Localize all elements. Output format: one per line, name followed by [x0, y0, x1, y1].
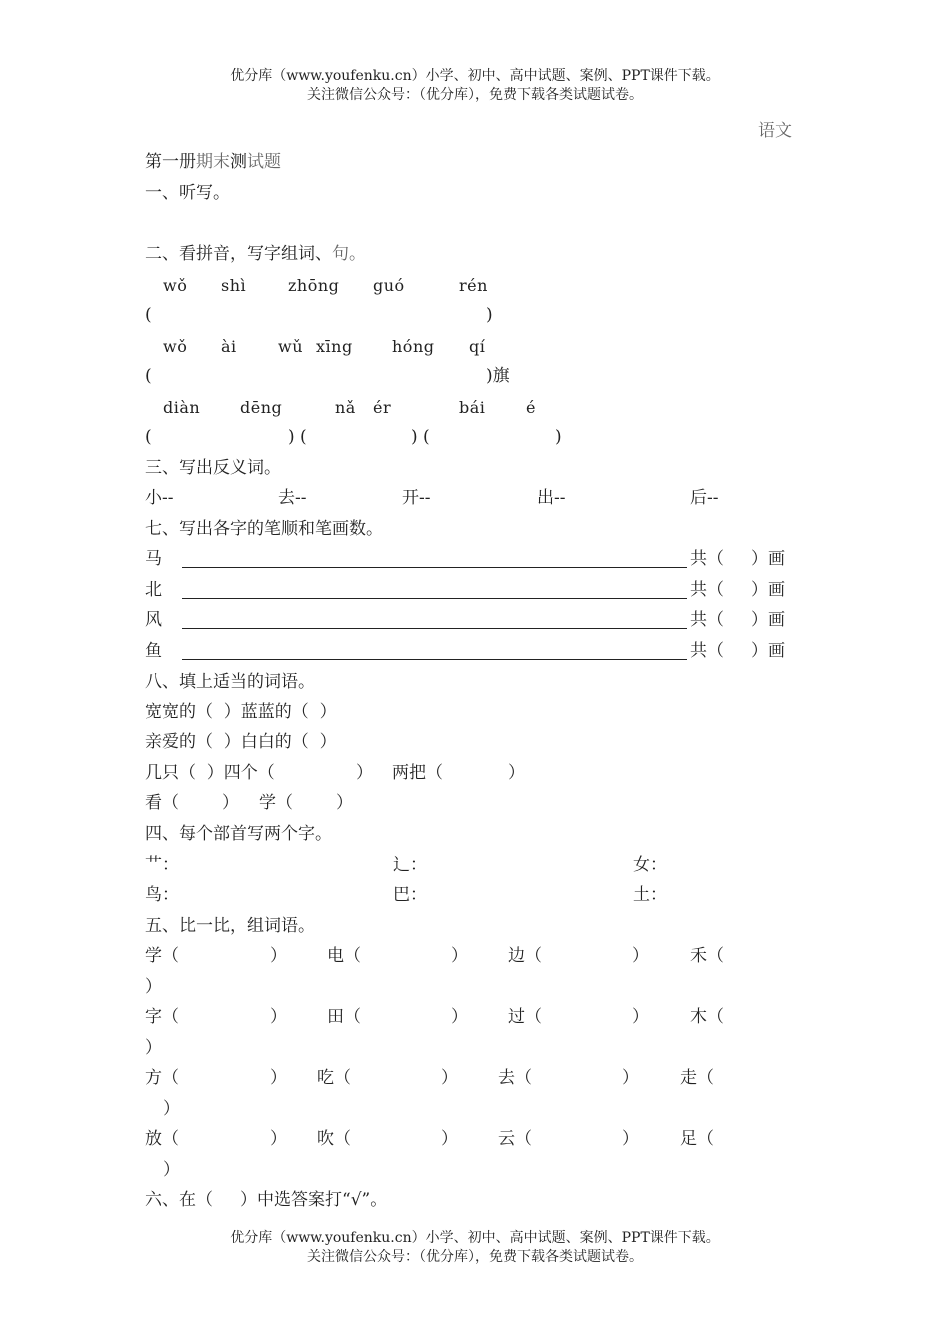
stroke-answer-line: [182, 598, 687, 599]
antonym-item: 后--: [690, 488, 719, 508]
compare-item: 禾（: [690, 946, 724, 966]
compare-item: ）: [270, 1129, 287, 1149]
compare-item: 方（: [145, 1068, 179, 1088]
stroke-char: 马: [145, 549, 162, 569]
answer-paren-open: (: [145, 305, 152, 325]
compare-item: 电（: [327, 946, 361, 966]
radical-item: 女：: [633, 855, 667, 875]
footer-line-1: 优分库（www.youfenku.cn）小学、初中、高中试题、案例、PPT课件下载。: [230, 1230, 720, 1246]
section-5-heading: 五、比一比，组词语。: [145, 916, 315, 936]
section-6-heading: 六、在（ ）中选答案打“√”。: [145, 1190, 388, 1210]
fill-item: 两把（: [392, 763, 443, 783]
section-2-heading: 二、看拼音，写字组词、句。: [145, 244, 366, 264]
stroke-count-label: 共（ ）画: [690, 580, 786, 600]
compare-item: ）: [163, 1160, 180, 1180]
answer-paren-close: ): [486, 305, 493, 325]
fill-item: ）: [356, 763, 373, 783]
radical-item: 艹：: [145, 855, 179, 875]
compare-item: ）: [622, 1129, 639, 1149]
compare-item: ）: [451, 946, 468, 966]
answer-paren: ) (: [411, 427, 430, 447]
compare-item: 走（: [680, 1068, 714, 1088]
pinyin-syllable: é: [526, 398, 536, 417]
pinyin-syllable: rén: [459, 276, 488, 295]
stroke-answer-line: [182, 659, 687, 660]
pinyin-syllable: ér: [373, 398, 392, 417]
stroke-char: 鱼: [145, 641, 162, 661]
fill-item: 几只（ ）四个（: [145, 763, 275, 783]
fill-item: 看（: [145, 793, 179, 813]
stroke-char: 北: [145, 580, 162, 600]
fill-row: 亲爱的（ ）白白的（ ）: [145, 732, 337, 752]
antonym-item: 小--: [145, 488, 174, 508]
antonym-item: 去--: [278, 488, 307, 508]
radical-item: 鸟：: [145, 885, 179, 905]
compare-item: 过（: [508, 1007, 542, 1027]
pinyin-syllable: bái: [459, 398, 486, 417]
header-line-1: 优分库（www.youfenku.cn）小学、初中、高中试题、案例、PPT课件下载。: [230, 68, 720, 84]
compare-item: 吹（: [317, 1129, 351, 1149]
answer-paren: ) (: [288, 427, 307, 447]
pinyin-syllable: wǒ: [163, 276, 188, 295]
pinyin-syllable: zhōng: [288, 276, 340, 295]
radical-item: 巴：: [393, 885, 427, 905]
antonym-item: 开--: [402, 488, 431, 508]
stroke-answer-line: [182, 628, 687, 629]
compare-item: ）: [270, 1007, 287, 1027]
pinyin-syllable: wǔ: [278, 337, 303, 356]
pinyin-syllable: xīng: [316, 337, 353, 356]
pinyin-syllable: wǒ: [163, 337, 188, 356]
page-title: 第一册期末测试题: [145, 152, 281, 172]
compare-item: ）: [632, 946, 649, 966]
compare-item: ）: [145, 1038, 162, 1058]
compare-item: 田（: [327, 1007, 361, 1027]
compare-item: ）: [163, 1099, 180, 1119]
pinyin-syllable: guó: [373, 276, 405, 295]
stroke-count-label: 共（ ）画: [690, 641, 786, 661]
antonym-item: 出--: [537, 488, 566, 508]
pinyin-syllable: diàn: [163, 398, 201, 417]
pinyin-syllable: ài: [221, 337, 237, 356]
compare-item: 去（: [498, 1068, 532, 1088]
compare-item: 云（: [498, 1129, 532, 1149]
compare-item: ）: [270, 1068, 287, 1088]
pinyin-syllable: hóng: [392, 337, 435, 356]
pinyin-syllable: shì: [221, 276, 247, 295]
compare-item: ）: [441, 1068, 458, 1088]
compare-item: 放（: [145, 1129, 179, 1149]
pinyin-syllable: dēng: [240, 398, 283, 417]
section-3-heading: 三、写出反义词。: [145, 458, 281, 478]
header-line-2: 关注微信公众号：（优分库），免费下载各类试题试卷。: [307, 87, 643, 103]
pinyin-syllable: nǎ: [335, 398, 356, 417]
compare-item: 学（: [145, 946, 179, 966]
fill-item: ）: [508, 763, 525, 783]
radical-item: 辶：: [393, 855, 427, 875]
stroke-count-label: 共（ ）画: [690, 610, 786, 630]
compare-item: 吃（: [317, 1068, 351, 1088]
stroke-answer-line: [182, 567, 687, 568]
answer-paren: (: [145, 427, 152, 447]
section-1-heading: 一、听写。: [145, 183, 230, 203]
fill-item: ）: [222, 793, 239, 813]
section-4-heading: 四、每个部首写两个字。: [145, 824, 332, 844]
answer-paren-open: (: [145, 366, 152, 386]
compare-item: ）: [622, 1068, 639, 1088]
compare-item: 字（: [145, 1007, 179, 1027]
stroke-count-label: 共（ ）画: [690, 549, 786, 569]
compare-item: 足（: [680, 1129, 714, 1149]
compare-item: 木（: [690, 1007, 724, 1027]
compare-item: ）: [451, 1007, 468, 1027]
pinyin-syllable: qí: [469, 337, 486, 356]
compare-item: ）: [632, 1007, 649, 1027]
footer-line-2: 关注微信公众号：（优分库），免费下载各类试题试卷。: [307, 1249, 643, 1265]
fill-item: ）: [336, 793, 353, 813]
radical-item: 土：: [633, 885, 667, 905]
answer-paren: ): [555, 427, 562, 447]
compare-item: 边（: [508, 946, 542, 966]
section-8-heading: 八、填上适当的词语。: [145, 672, 315, 692]
section-7-heading: 七、写出各字的笔顺和笔画数。: [145, 519, 383, 539]
compare-item: ）: [145, 977, 162, 997]
fill-item: 学（: [259, 793, 293, 813]
compare-item: ）: [441, 1129, 458, 1149]
answer-paren-close: )旗: [486, 366, 510, 386]
fill-row: 宽宽的（ ）蓝蓝的（ ）: [145, 702, 337, 722]
compare-item: ）: [270, 946, 287, 966]
subject-label: 语文: [758, 121, 792, 141]
stroke-char: 风: [145, 610, 162, 630]
